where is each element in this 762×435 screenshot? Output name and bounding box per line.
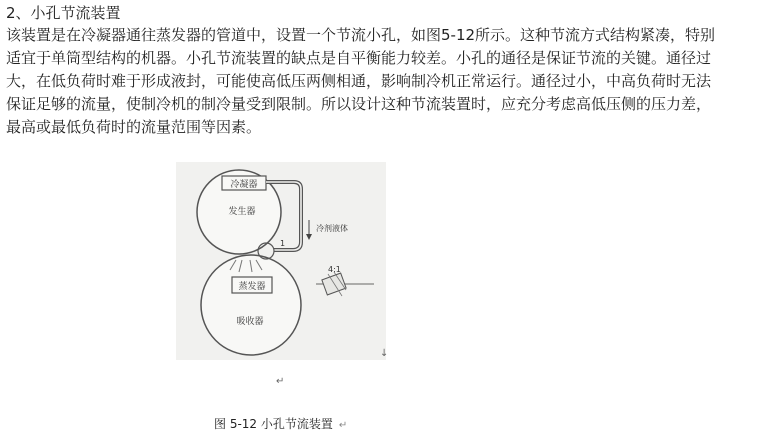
orifice-diagram-figure [176,162,389,360]
paragraph-line: 最高或最低负荷时的流量范围等因素。 [6,118,262,136]
paragraph-line: 大，在低负荷时难于形成液封，可能使高低压两侧相通，影响制冷机正常运行。通径过小，中高负荷时无法 [6,72,712,90]
down-arrow-mark: ↓ [380,348,389,359]
condenser-label: 冷凝器 [230,180,258,190]
caption-text: 图 5-12 小孔节流装置 [214,417,333,431]
figure-caption [214,417,347,433]
refrigerant-liquid-label: 冷剂液体 [316,224,348,233]
detail-scale-label: 4:1 [328,265,341,274]
return-mark: ↵ [276,376,285,387]
body-paragraph [6,24,758,139]
orifice-number-label: 1 [280,239,286,248]
caption-return-mark: ↵ [338,420,348,431]
paragraph-line: 适宜于单筒型结构的机器。小孔节流装置的缺点是自平衡能力较差。小孔的通径是保证节流的关键。通径过 [6,49,712,67]
absorber-drum [201,255,301,355]
flow-arrowhead [306,234,312,240]
paragraph-line: 保证足够的流量，使制冷机的制冷量受到限制。所以设计这种节流装置时，应充分考虑高低压侧的压力差， [6,95,712,113]
generator-label: 发生器 [228,207,256,217]
absorber-label: 吸收器 [236,317,264,327]
evaporator-label: 蒸发器 [238,282,266,292]
section-heading: 2、小孔节流装置 [6,4,121,22]
paragraph-line: 该装置是在冷凝器通往蒸发器的管道中，设置一个节流小孔，如图5-12所示。这种节流方式结构紧凑，特别 [6,26,716,44]
orifice-diagram [176,162,389,360]
